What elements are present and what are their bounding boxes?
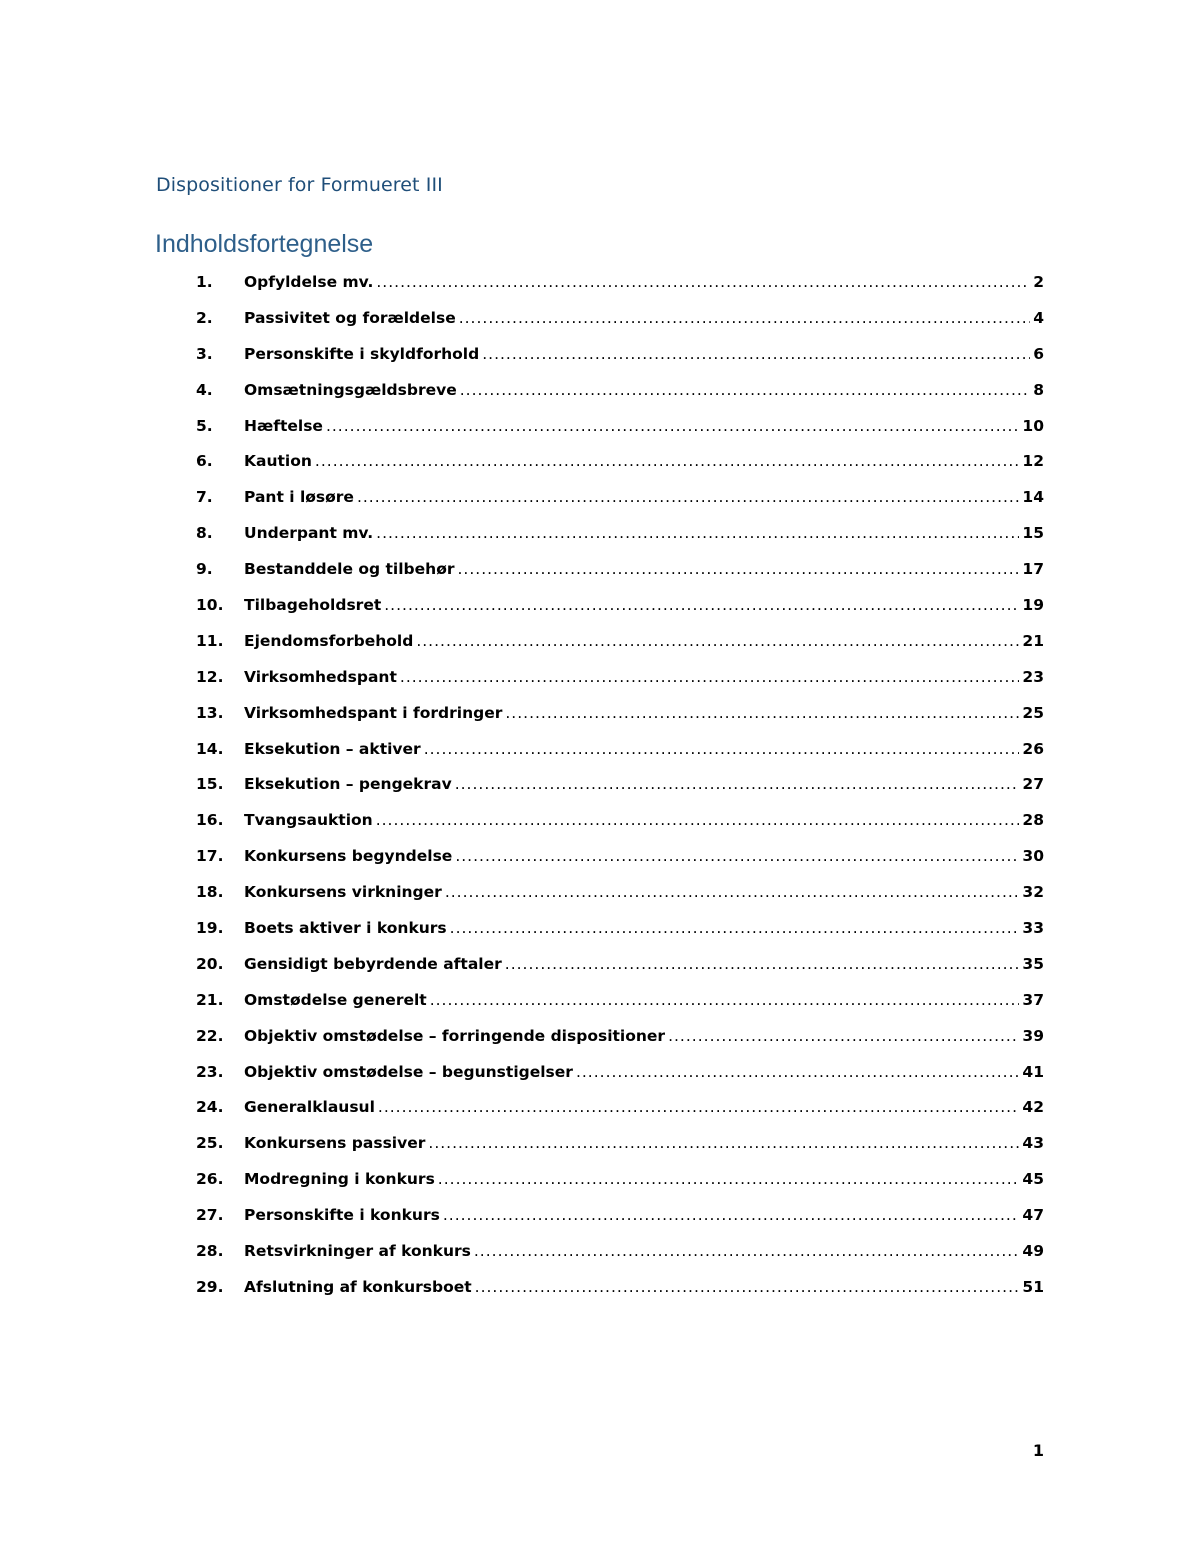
toc-entry-title[interactable]: Afslutning af konkursboet — [244, 1277, 472, 1296]
toc-entry-title[interactable]: Passivitet og forældelse — [244, 308, 456, 327]
toc-entry[interactable] — [196, 946, 1044, 982]
toc-entry[interactable] — [196, 587, 1044, 623]
toc-entry-page[interactable]: 51 — [1022, 1277, 1044, 1296]
toc-entry-title[interactable]: Ejendomsforbehold — [244, 631, 414, 650]
toc-entry-number: 29. — [196, 1277, 224, 1296]
toc-entry-page[interactable]: 35 — [1022, 954, 1044, 973]
toc-entry-number: 16. — [196, 811, 224, 830]
toc-entry-number: 27. — [196, 1206, 224, 1225]
toc-entry-number: 6. — [196, 452, 213, 471]
toc-entry[interactable] — [196, 659, 1044, 695]
toc-entry-page[interactable]: 2 — [1033, 272, 1044, 291]
toc-entry[interactable] — [196, 731, 1044, 767]
toc-entry-title[interactable]: Eksekution – pengekrav — [244, 775, 452, 794]
dot-leader — [576, 1063, 1019, 1081]
toc-entry-title[interactable]: Opfyldelse mv. — [244, 272, 374, 291]
toc-entry-number: 19. — [196, 918, 224, 937]
dot-leader — [400, 668, 1020, 686]
toc-entry-number: 3. — [196, 344, 213, 363]
toc-entry-page[interactable]: 30 — [1022, 847, 1044, 866]
toc-entry-number: 9. — [196, 560, 213, 579]
toc-entry-number: 20. — [196, 954, 224, 973]
toc-entry-title[interactable]: Personskifte i konkurs — [244, 1206, 440, 1225]
toc-entry[interactable] — [196, 1197, 1044, 1233]
table-of-contents — [196, 264, 1044, 1305]
toc-entry[interactable] — [196, 372, 1044, 408]
toc-entry-title[interactable]: Hæftelse — [244, 416, 323, 435]
toc-entry[interactable] — [196, 1054, 1044, 1090]
toc-entry-page[interactable]: 19 — [1022, 595, 1044, 614]
toc-heading: Indholdsfortegnelse — [155, 230, 374, 258]
toc-entry[interactable] — [196, 551, 1044, 587]
dot-leader — [474, 1242, 1020, 1260]
toc-entry[interactable] — [196, 443, 1044, 479]
toc-entry-number: 26. — [196, 1170, 224, 1189]
toc-entry-page[interactable]: 17 — [1022, 560, 1044, 579]
toc-entry-title[interactable]: Eksekution – aktiver — [244, 739, 421, 758]
toc-entry-number: 5. — [196, 416, 213, 435]
toc-entry-number: 18. — [196, 883, 224, 902]
toc-entry-title[interactable]: Underpant mv. — [244, 524, 374, 543]
toc-entry[interactable] — [196, 336, 1044, 372]
toc-entry-title[interactable]: Omsætningsgældsbreve — [244, 380, 457, 399]
toc-entry[interactable] — [196, 1089, 1044, 1125]
dot-leader — [455, 847, 1019, 865]
toc-entry-title[interactable]: Tvangsauktion — [244, 811, 373, 830]
toc-entry-number: 4. — [196, 380, 213, 399]
dot-leader — [376, 811, 1020, 829]
toc-entry[interactable] — [196, 300, 1044, 336]
dot-leader — [326, 417, 1019, 435]
toc-entry[interactable] — [196, 838, 1044, 874]
dot-leader — [460, 381, 1030, 399]
toc-entry-page[interactable]: 8 — [1033, 380, 1044, 399]
toc-entry-page[interactable]: 39 — [1022, 1026, 1044, 1045]
dot-leader — [450, 919, 1020, 937]
toc-entry-title[interactable]: Omstødelse generelt — [244, 990, 427, 1009]
dot-leader — [357, 488, 1019, 506]
toc-entry-number: 14. — [196, 739, 224, 758]
toc-entry-page[interactable]: 27 — [1022, 775, 1044, 794]
toc-entry[interactable] — [196, 515, 1044, 551]
dot-leader — [438, 1170, 1020, 1188]
dot-leader — [475, 1278, 1020, 1296]
toc-entry-number: 25. — [196, 1134, 224, 1153]
toc-entry-number: 10. — [196, 595, 224, 614]
dot-leader — [668, 1027, 1019, 1045]
toc-entry-title[interactable]: Tilbageholdsret — [244, 595, 382, 614]
toc-entry-title[interactable]: Personskifte i skyldforhold — [244, 344, 480, 363]
toc-entry-number: 11. — [196, 631, 224, 650]
toc-entry-title[interactable]: Retsvirkninger af konkurs — [244, 1241, 471, 1260]
toc-entry-number: 28. — [196, 1241, 224, 1260]
toc-entry-number: 7. — [196, 488, 213, 507]
dot-leader — [459, 309, 1031, 327]
toc-entry-page[interactable]: 15 — [1022, 524, 1044, 543]
document-title: Dispositioner for Formueret III — [156, 174, 443, 196]
toc-entry-page[interactable]: 6 — [1033, 344, 1044, 363]
toc-entry-page[interactable]: 25 — [1022, 703, 1044, 722]
dot-leader — [376, 524, 1019, 542]
toc-entry[interactable] — [196, 408, 1044, 444]
toc-entry[interactable] — [196, 695, 1044, 731]
toc-entry[interactable] — [196, 910, 1044, 946]
dot-leader — [424, 740, 1020, 758]
toc-entry-page[interactable]: 28 — [1022, 811, 1044, 830]
toc-entry-number: 2. — [196, 308, 213, 327]
dot-leader — [430, 991, 1020, 1009]
toc-entry-page[interactable]: 37 — [1022, 990, 1044, 1009]
toc-entry-page[interactable]: 41 — [1022, 1062, 1044, 1081]
dot-leader — [505, 704, 1019, 722]
toc-entry-page[interactable]: 49 — [1022, 1241, 1044, 1260]
dot-leader — [458, 560, 1020, 578]
toc-entry-title[interactable]: Konkursens begyndelse — [244, 847, 453, 866]
toc-entry-page[interactable]: 23 — [1022, 667, 1044, 686]
toc-entry-page[interactable]: 14 — [1022, 488, 1044, 507]
toc-entry-page[interactable]: 42 — [1022, 1098, 1044, 1117]
dot-leader — [378, 1098, 1020, 1116]
toc-entry[interactable] — [196, 802, 1044, 838]
dot-leader — [376, 273, 1030, 291]
dot-leader — [384, 596, 1019, 614]
toc-entry[interactable] — [196, 766, 1044, 802]
toc-entry-title[interactable]: Gensidigt bebyrdende aftaler — [244, 954, 502, 973]
toc-entry[interactable] — [196, 479, 1044, 515]
toc-entry[interactable] — [196, 623, 1044, 659]
toc-entry-number: 23. — [196, 1062, 224, 1081]
dot-leader — [315, 452, 1020, 470]
toc-entry-title[interactable]: Modregning i konkurs — [244, 1170, 435, 1189]
toc-entry-title[interactable]: Objektiv omstødelse – forringende dispositioner — [244, 1026, 666, 1045]
toc-entry-number: 1. — [196, 272, 213, 291]
toc-entry-number: 12. — [196, 667, 224, 686]
toc-entry-number: 13. — [196, 703, 224, 722]
toc-entry-page[interactable]: 12 — [1022, 452, 1044, 471]
dot-leader — [428, 1134, 1019, 1152]
toc-entry-page[interactable]: 47 — [1022, 1206, 1044, 1225]
toc-entry-title[interactable]: Virksomhedspant i fordringer — [244, 703, 503, 722]
dot-leader — [455, 775, 1020, 793]
toc-entry-page[interactable]: 33 — [1022, 918, 1044, 937]
toc-entry[interactable] — [196, 874, 1044, 910]
toc-entry-title[interactable]: Bestanddele og tilbehør — [244, 560, 455, 579]
toc-entry-page[interactable]: 43 — [1022, 1134, 1044, 1153]
toc-entry-title[interactable]: Objektiv omstødelse – begunstigelser — [244, 1062, 573, 1081]
dot-leader — [443, 1206, 1020, 1224]
toc-entry-title[interactable]: Kaution — [244, 452, 312, 471]
toc-entry[interactable] — [196, 264, 1044, 300]
toc-entry-title[interactable]: Virksomhedspant — [244, 667, 397, 686]
page-number: 1 — [1032, 1441, 1044, 1460]
toc-entry-number: 15. — [196, 775, 224, 794]
dot-leader — [505, 955, 1020, 973]
toc-entry[interactable] — [196, 1018, 1044, 1054]
toc-entry-number: 24. — [196, 1098, 224, 1117]
toc-entry-number: 8. — [196, 524, 213, 543]
dot-leader — [416, 632, 1019, 650]
toc-entry[interactable] — [196, 1269, 1044, 1305]
toc-entry-page[interactable]: 45 — [1022, 1170, 1044, 1189]
dot-leader — [445, 883, 1020, 901]
toc-entry-number: 21. — [196, 990, 224, 1009]
toc-entry-page[interactable]: 32 — [1022, 883, 1044, 902]
toc-entry-page[interactable]: 4 — [1033, 308, 1044, 327]
toc-entry-title[interactable]: Konkursens virkninger — [244, 883, 442, 902]
toc-entry-number: 22. — [196, 1026, 224, 1045]
toc-entry-page[interactable]: 26 — [1022, 739, 1044, 758]
toc-entry[interactable] — [196, 1125, 1044, 1161]
toc-entry-title[interactable]: Konkursens passiver — [244, 1134, 426, 1153]
toc-entry-title[interactable]: Pant i løsøre — [244, 488, 354, 507]
toc-entry-title[interactable]: Boets aktiver i konkurs — [244, 918, 447, 937]
toc-entry[interactable] — [196, 982, 1044, 1018]
toc-entry-number: 17. — [196, 847, 224, 866]
toc-entry[interactable] — [196, 1161, 1044, 1197]
toc-entry-page[interactable]: 10 — [1022, 416, 1044, 435]
toc-entry-title[interactable]: Generalklausul — [244, 1098, 375, 1117]
toc-entry[interactable] — [196, 1233, 1044, 1269]
toc-entry-page[interactable]: 21 — [1022, 631, 1044, 650]
dot-leader — [482, 345, 1030, 363]
